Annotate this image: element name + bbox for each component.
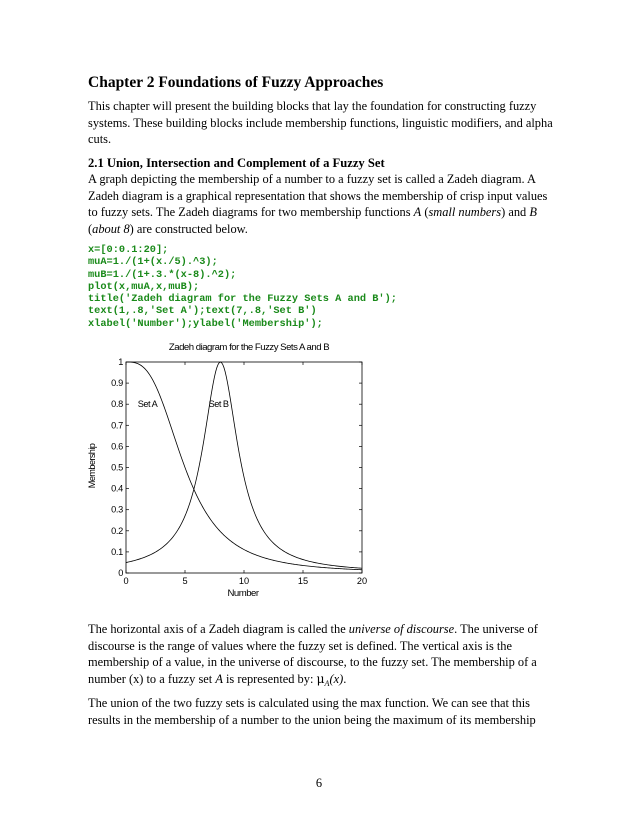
code-line: title('Zadeh diagram for the Fuzzy Sets A and B'); [88, 293, 397, 306]
set-a-name: A [413, 205, 422, 220]
text-run: ) are constructed below. [129, 221, 248, 236]
y-tick-label: 0.2 [111, 525, 123, 536]
text-run: . The universe of discourse is the range of values where the fuzzy set is defined. The vertical axis is the membership of a value, in the universe of discourse, to the fuzzy set. The membership of a number (x) to a fuzzy set [88, 622, 538, 686]
y-tick-label: 0.6 [111, 441, 123, 452]
small-numbers-term: small numbers [428, 205, 502, 220]
plot-frame [126, 362, 362, 573]
code-line: muB=1./(1+.3.*(x-8).^2); [88, 268, 237, 281]
set-label: Set B [208, 399, 229, 410]
x-tick-label: 10 [238, 576, 250, 586]
discourse-paragraph [88, 621, 558, 692]
curves [126, 362, 362, 570]
code-block [88, 244, 397, 330]
set-a-name: A [215, 671, 223, 686]
y-tick-label: 0.8 [111, 399, 123, 410]
y-axis-label: Membership [87, 443, 97, 489]
section-paragraph [88, 171, 558, 237]
y-tick-label: 0.9 [111, 378, 123, 389]
x-tick-label: 20 [356, 576, 368, 586]
x-tick-label: 0 [123, 576, 129, 586]
y-tick-label: 1 [118, 357, 123, 367]
chapter-title: Chapter 2 Foundations of Fuzzy Approaches [88, 74, 384, 91]
code-line: muA=1./(1+(x./5).^3); [88, 256, 218, 269]
text-run: ( [421, 205, 429, 220]
section-title: 2.1 Union, Intersection and Complement of a Fuzzy Set [88, 156, 385, 170]
mu-symbol: μ [316, 670, 325, 686]
x-tick-label: 5 [182, 576, 188, 586]
about-8-term: about 8 [92, 221, 130, 236]
intro-paragraph: This chapter will present the building blocks that lay the foundation for constructing fuzzy systems. These building blocks include membership functions, linguistic modifiers, and alpha cuts. [88, 99, 553, 147]
annotations [138, 399, 229, 409]
set-b-curve [126, 362, 362, 568]
y-tick-label: 0.7 [111, 420, 123, 431]
page-number: 6 [315, 776, 323, 790]
y-tick-label: 0.4 [111, 483, 123, 494]
axis-ticks [126, 362, 362, 573]
y-tick-label: 0.1 [111, 546, 123, 557]
code-line: xlabel('Number');ylabel('Membership'); [88, 317, 323, 330]
tick-labels [111, 357, 367, 586]
code-line: text(1,.8,'Set A');text(7,.8,'Set B') [88, 305, 317, 318]
text-run: A graph depicting the membership of a number to a fuzzy set is called a Zadeh diagram. A Zadeh diagram is a graphical representation that shows the membership of crisp input values to fuzzy sets. The Zadeh diagrams for two membership functions [88, 172, 548, 220]
mu-subscript: A [324, 678, 330, 688]
y-tick-label: 0.5 [111, 462, 123, 473]
x-tick-label: 15 [297, 576, 309, 586]
code-line: plot(x,muA,x,muB); [88, 280, 200, 293]
text-run: ( [88, 221, 93, 236]
union-paragraph: The union of the two fuzzy sets is calculated using the max function. We can see that this results in the membership of a number to the union being the maximum of its membership [88, 696, 536, 727]
code-line: x=[0:0.1:20]; [88, 244, 169, 256]
zadeh-chart [78, 338, 378, 604]
universe-term: universe of discourse [348, 622, 455, 636]
set-a-curve [126, 362, 362, 570]
mu-argument: (x) [329, 671, 344, 686]
set-label: Set A [137, 399, 158, 410]
text-run: is represented by: [222, 671, 317, 686]
text-run: The horizontal axis of a Zadeh diagram is called the [88, 622, 349, 636]
text-run: and [505, 205, 530, 220]
y-tick-label: 0.3 [111, 504, 123, 515]
x-axis-label: Number [227, 588, 259, 599]
text-run: ) [501, 205, 506, 220]
set-b-name: B [529, 205, 537, 220]
chart-title: Zadeh diagram for the Fuzzy Sets A and B [168, 342, 330, 353]
y-tick-label: 0 [118, 568, 123, 578]
text-run: . [343, 671, 347, 686]
